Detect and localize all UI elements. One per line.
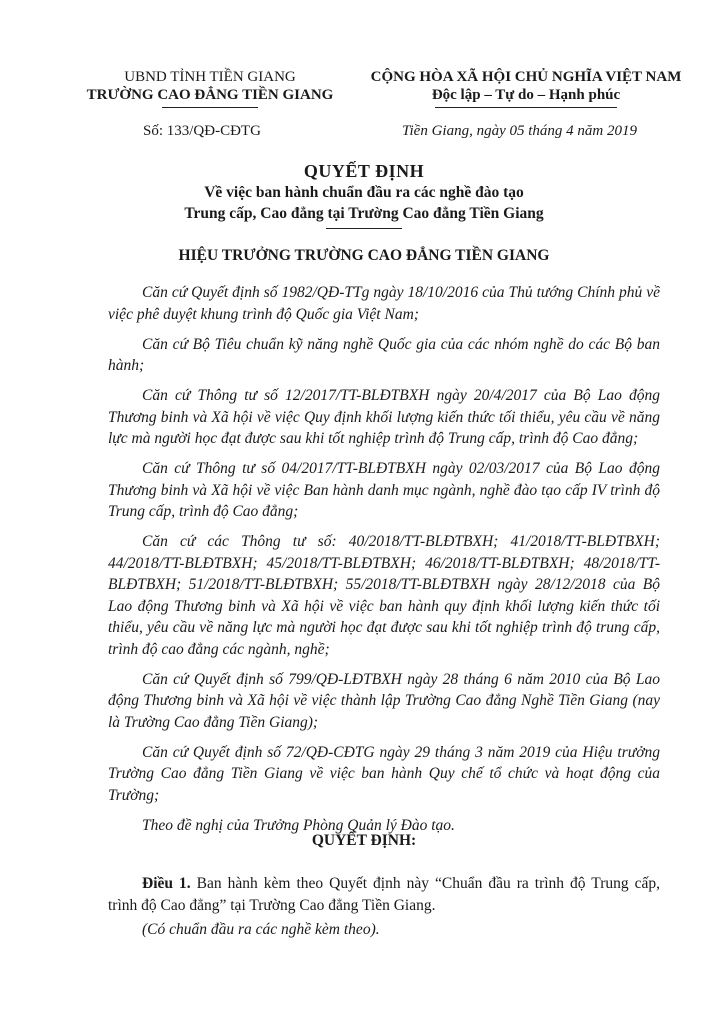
legal-bases	[108, 282, 660, 845]
national-title: CỘNG HÒA XÃ HỘI CHỦ NGHĨA VIỆT NAM	[370, 69, 682, 85]
legal-basis: Căn cứ các Thông tư số: 40/2018/TT-BLĐTBXH; 41/2018/TT-BLĐTBXH; 44/2018/TT-BLĐTBXH; 45/2018/TT-BLĐTBXH; 46/2018/TT-BLĐTBXH; 48/2018/TT-BLĐTBXH; 51/2018/TT-BLĐTBXH; 55/2018/TT-BLĐTBXH ngày 28/12/2018 của Bộ Lao động Thương binh và Xã hội về việc ban hành quy định khối lượng kiến thức tối thiểu, yêu cầu về năng lực mà người học đạt được sau khi tốt nghiệp trình độ trung cấp, trình độ cao đẳng các ngành, nghề;	[108, 533, 660, 658]
legal-basis: Căn cứ Quyết định số 799/QĐ-LĐTBXH ngày 28 tháng 6 năm 2010 của Bộ Lao động Thương binh và Xã hội về việc thành lập Trường Cao đẳng Nghề Tiền Giang (nay là Trường Cao đẳng Tiền Giang);	[108, 670, 660, 731]
legal-basis: Căn cứ Quyết định số 72/QĐ-CĐTG ngày 29 tháng 3 năm 2019 của Hiệu trưởng Trường Cao đẳng Tiền Giang về việc ban hành Quy chế tổ chức và hoạt động của Trường;	[108, 743, 660, 804]
legal-basis: Căn cứ Thông tư số 04/2017/TT-BLĐTBXH ngày 02/03/2017 của Bộ Lao động Thương binh và Xã hội về việc Ban hành danh mục ngành, nghề đào tạo cấp IV trình độ Trung cấp, trình độ Cao đẳng;	[108, 460, 660, 520]
article-1	[108, 873, 660, 917]
document-number: Số: 133/QĐ-CĐTG	[143, 123, 261, 139]
legal-basis: Căn cứ Bộ Tiêu chuẩn kỹ năng nghề Quốc gia của các nhóm nghề do các Bộ ban hành;	[108, 335, 660, 374]
title-block	[0, 160, 728, 229]
issuing-agency-block	[60, 68, 360, 108]
article-1-text: Ban hành kèm theo Quyết định này “Chuẩn đầu ra trình độ Trung cấp, trình độ Cao đẳng” tại Trường Cao đẳng Tiền Giang.	[108, 875, 661, 914]
document-title: QUYẾT ĐỊNH	[303, 161, 425, 181]
decision-heading: QUYẾT ĐỊNH:	[311, 832, 417, 849]
national-header-block	[356, 68, 696, 108]
date-line: Tiền Giang, ngày 05 tháng 4 năm 2019	[402, 123, 637, 139]
agency-underline	[162, 107, 258, 108]
attachment-note: (Có chuẩn đầu ra các nghề kèm theo).	[142, 921, 380, 938]
legal-basis: Căn cứ Thông tư số 12/2017/TT-BLĐTBXH ngày 20/4/2017 của Bộ Lao động Thương binh và Xã hội về việc Quy định khối lượng kiến thức tối thiểu, yêu cầu về năng lực mà người học đạt được sau khi tốt nghiệp trình độ Trung cấp, trình độ Cao đẳng;	[108, 387, 660, 447]
article-1-label: Điều 1.	[142, 875, 191, 892]
national-motto: Độc lập – Tự do – Hạnh phúc	[431, 87, 621, 103]
subject-line-2: Trung cấp, Cao đẳng tại Trường Cao đẳng Tiền Giang	[184, 205, 544, 222]
title-underline	[326, 228, 402, 229]
governing-body: UBND TỈNH TIỀN GIANG	[124, 69, 296, 85]
school-name: TRƯỜNG CAO ĐẲNG TIỀN GIANG	[86, 87, 334, 103]
issuing-authority: HIỆU TRƯỞNG TRƯỜNG CAO ĐẲNG TIỀN GIANG	[178, 247, 550, 264]
proposal-line: Theo đề nghị của Trưởng Phòng Quản lý Đào tạo.	[142, 816, 455, 834]
motto-underline	[435, 107, 617, 108]
legal-basis: Căn cứ Quyết định số 1982/QĐ-TTg ngày 18/10/2016 của Thủ tướng Chính phủ về việc phê duyệt khung trình độ Quốc gia Việt Nam;	[108, 284, 660, 323]
subject-line-1: Về việc ban hành chuẩn đầu ra các nghề đào tạo	[204, 184, 524, 201]
